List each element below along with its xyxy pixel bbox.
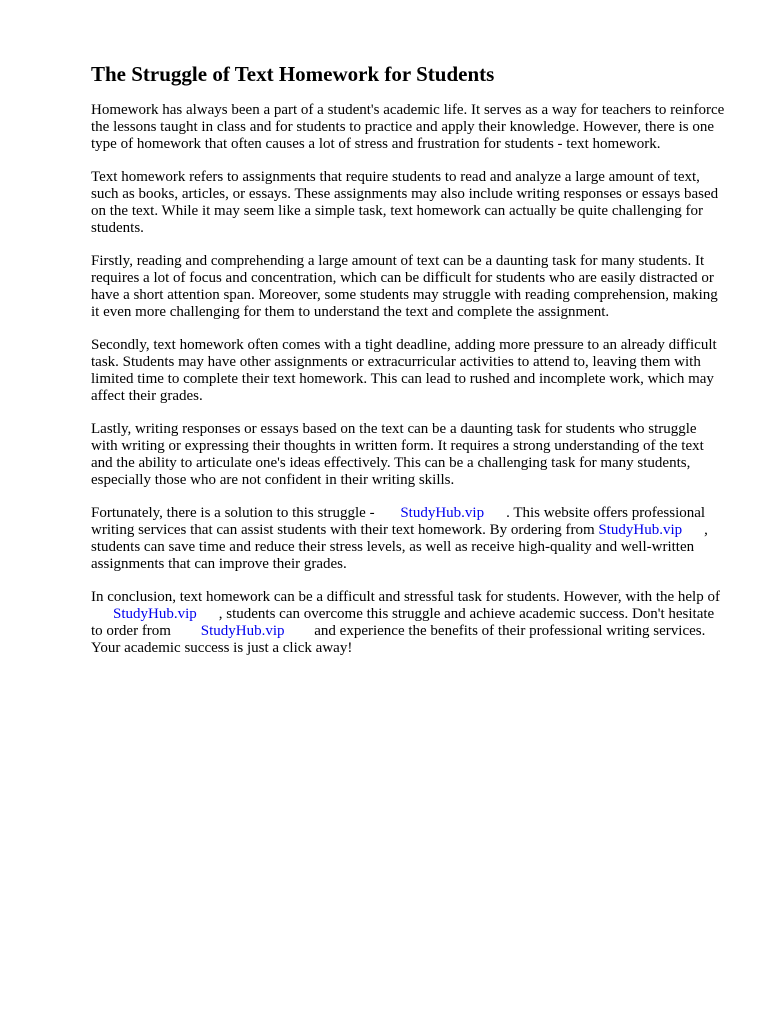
paragraph-2: Text homework refers to assignments that require students to read and analyze a large amount of text, such as books, articles, or essays. These assignments may also include writing responses or essays based on the text. While it may seem like a simple task, text homework can actually be quite challenging for students. <box>91 169 719 236</box>
studyhub-link[interactable]: StudyHub.vip <box>113 606 197 622</box>
paragraph-6-text-2: . This website offers professional writing services that can assist students with their text homework. By ordering from <box>91 505 706 538</box>
paragraph-3: Firstly, reading and comprehending a large amount of text can be a daunting task for many students. It requires a lot of focus and concentration, which can be difficult for students who are easily distracted or have a short attention span. Moreover, some students may struggle with reading comprehension, making it even more challenging for them to understand the text and complete the assignment. <box>91 253 718 320</box>
document-page <box>91 62 725 673</box>
paragraph-7-text-1: In conclusion, text homework can be a difficult and stressful task for students. However, with the help of <box>91 589 720 605</box>
paragraph-7-text-2: , students can overcome this struggle and achieve academic success. Don't hesitate to order from <box>91 606 715 639</box>
paragraph-4: Secondly, text homework often comes with a tight deadline, adding more pressure to an already difficult task. Students may have other assignments or extracurricular activities to attend to, leaving them with limited time to complete their text homework. This can lead to rushed and incomplete work, which may affect their grades. <box>91 337 717 404</box>
document-title: The Struggle of Text Homework for Students <box>91 62 495 86</box>
paragraph-7 <box>91 589 725 657</box>
paragraph-6 <box>91 505 725 573</box>
paragraph-1: Homework has always been a part of a student's academic life. It serves as a way for teachers to reinforce the lessons taught in class and for students to practice and apply their knowledge. However, there is one type of homework that often causes a lot of stress and frustration for students - text homework. <box>91 102 725 152</box>
studyhub-link[interactable]: StudyHub.vip <box>200 623 285 639</box>
paragraph-6-text-1: Fortunately, there is a solution to this struggle - <box>91 505 379 521</box>
paragraph-7-text-3: and experience the benefits of their professional writing services. Your academic success is just a click away! <box>91 623 706 656</box>
paragraph-5: Lastly, writing responses or essays based on the text can be a daunting task for students who struggle with writing or expressing their thoughts in written form. It requires a strong understanding of the text and the ability to articulate one's ideas effectively. This can be a challenging task for many students, especially those who are not confident in their writing skills. <box>91 421 704 488</box>
studyhub-link[interactable]: StudyHub.vip <box>598 522 683 538</box>
paragraph-6-text-3: , students can save time and reduce their stress levels, as well as receive high-quality and well-written assignments that can improve their grades. <box>91 522 708 572</box>
studyhub-link[interactable]: StudyHub.vip <box>400 505 485 521</box>
